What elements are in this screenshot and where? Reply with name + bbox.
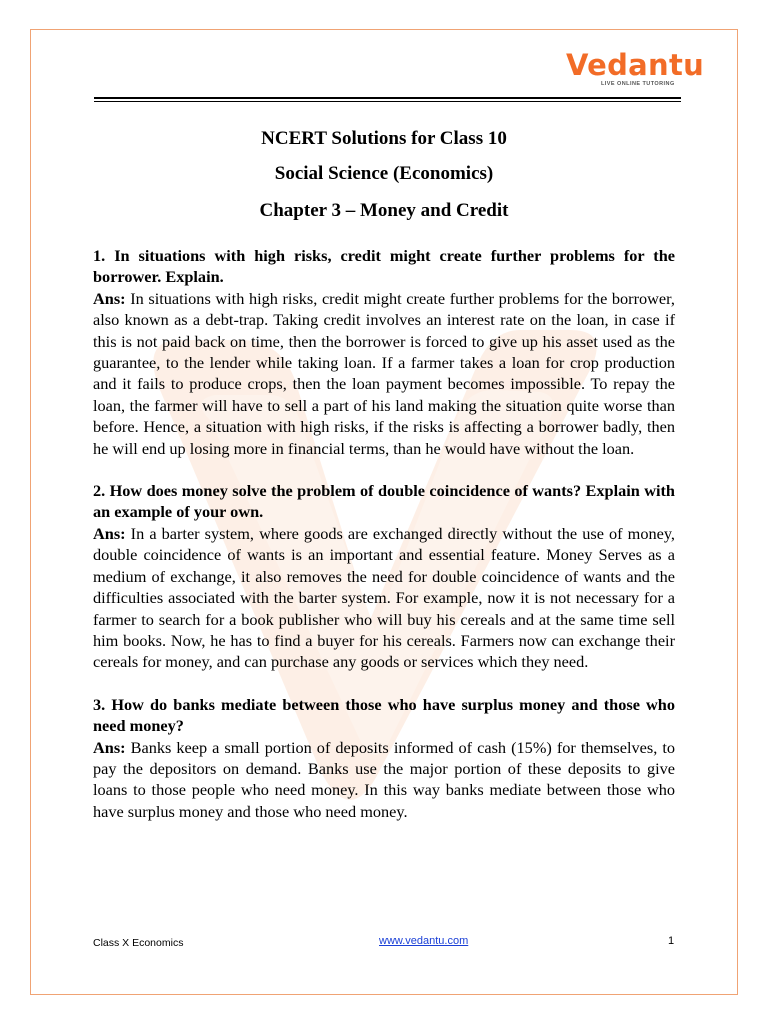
- header-rule: [94, 97, 681, 99]
- answer-text: [93, 523, 675, 673]
- qa-content: [93, 245, 675, 843]
- footer-page-number: 1: [668, 935, 675, 947]
- chapter-title: Chapter 3 – Money and Credit: [259, 200, 509, 221]
- answer-body: Banks keep a small portion of deposits informed of cash (15%) for themselves, to pay the depositors on demand. Banks use the major portion of these deposits to give loans to those people who need money. In this way banks mediate between those who have surplus money and those who need money.: [93, 737, 675, 821]
- question-text: 2. How does money solve the problem of double coincidence of wants? Explain with an example of your own.: [93, 481, 675, 522]
- answer-body: In a barter system, where goods are exchanged directly without the use of money, double coincidence of wants is an important and essential feature. Money Serves as a medium of exchange, it also removes the need for double coincidence of wants and the difficulties associated with the barter system. For example, now it is not necessary for a farmer to search for a book publisher who will buy his cereals and at the same time sell him books. Now, he has to find a buyer for his cereals. Farmers now can exchange their cereals for money, and can purchase any goods or services which they need.: [93, 523, 675, 672]
- answer-label: Ans:: [93, 288, 126, 308]
- answer-body: In situations with high risks, credit might create further problems for the borrower, also known as a debt-trap. Taking credit involves an interest rate on the loan, in case if this is not paid back on time, then the borrower is forced to give up his asset used as the guarantee, to the lender while taking loan. If a farmer takes a loan for crop production and it fails to produce crops, then the loan payment becomes impossible. To repay the loan, the farmer will have to sell a part of his land making the situation quite worse than before. Hence, a situation with high risks, if the risks is affecting a borrower badly, then he will end up losing more in financial terms, than he would have without the loan.: [93, 288, 675, 458]
- question-text: 1. In situations with high risks, credit might create further problems for the borrower. Explain.: [93, 246, 675, 287]
- footer-class-label: Class X Economics: [93, 937, 184, 949]
- logo-wordmark: Vedantu: [566, 48, 705, 82]
- qa-item: [93, 694, 675, 822]
- document-title: NCERT Solutions for Class 10: [261, 128, 507, 149]
- question-text: 3. How do banks mediate between those who have surplus money and those who need money?: [93, 694, 675, 736]
- header-rule-thin: [94, 101, 681, 102]
- vedantu-logo: [566, 48, 705, 92]
- document-subject: Social Science (Economics): [274, 163, 494, 184]
- qa-item: [93, 245, 675, 459]
- logo-tagline: LIVE ONLINE TUTORING: [601, 81, 675, 87]
- answer-text: [93, 288, 675, 459]
- qa-item: [93, 480, 675, 673]
- footer-website-link[interactable]: www.vedantu.com: [379, 935, 469, 947]
- answer-label: Ans:: [93, 737, 126, 757]
- answer-text: [93, 737, 675, 823]
- answer-label: Ans:: [93, 523, 126, 543]
